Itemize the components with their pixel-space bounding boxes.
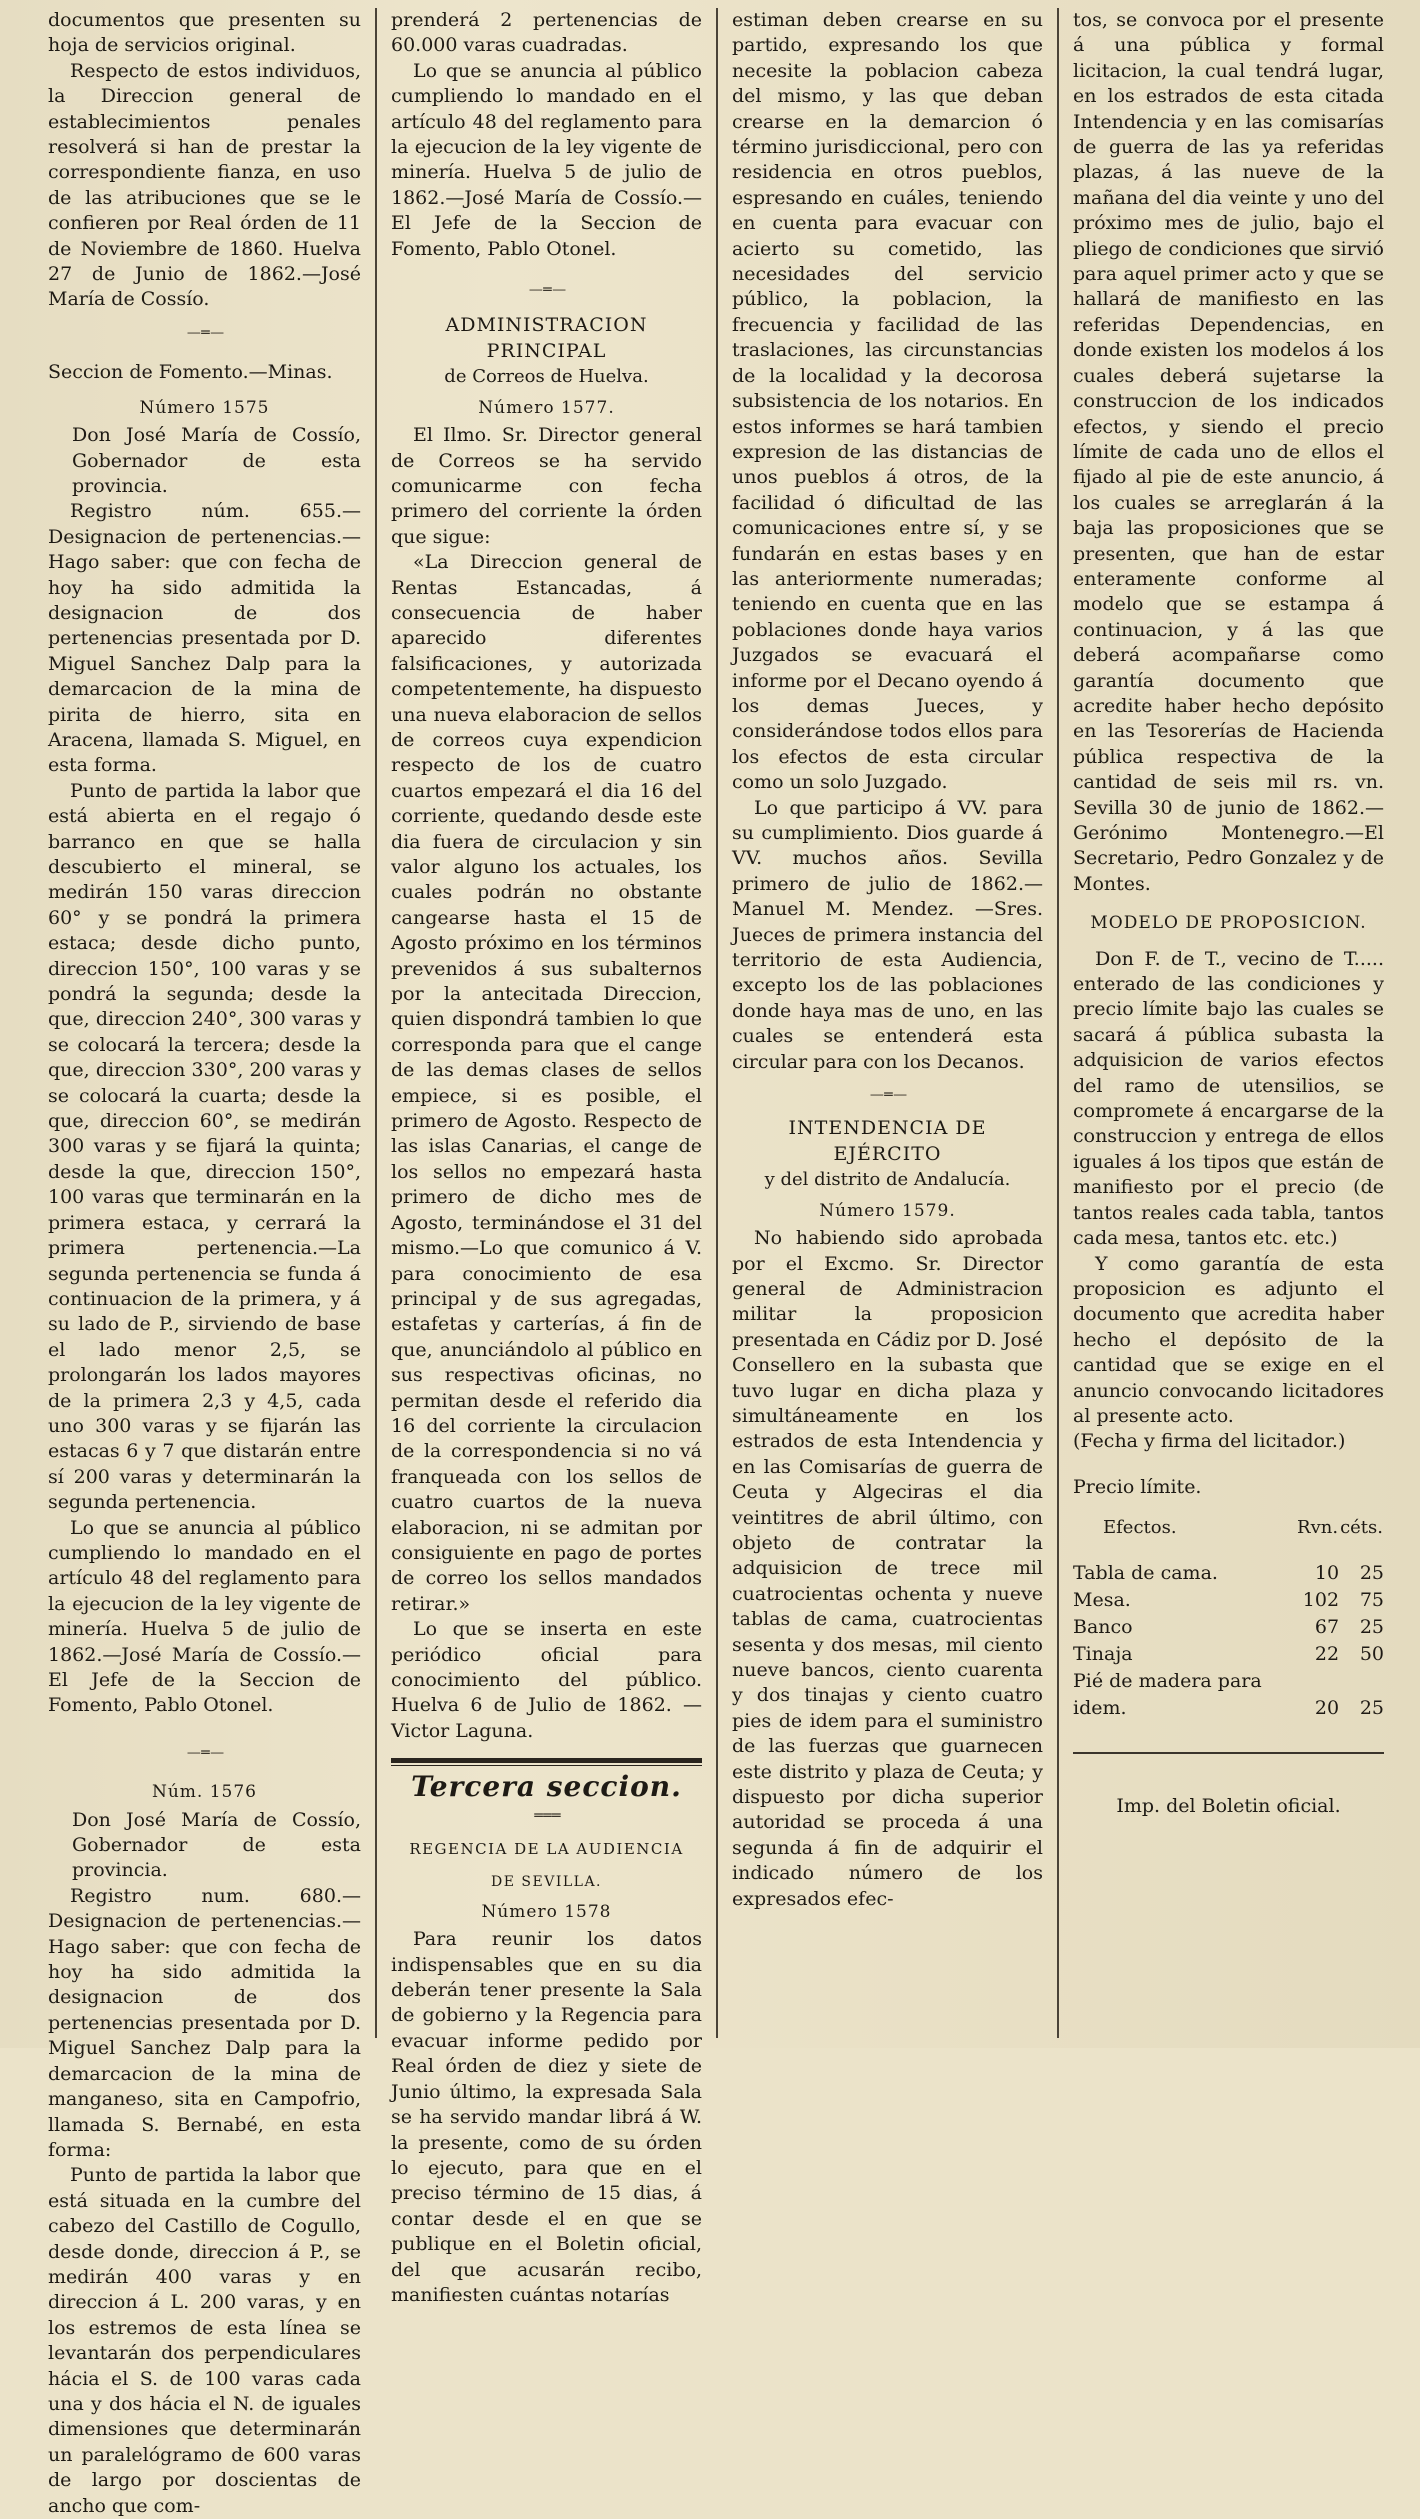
column-4: [1057, 8, 1398, 2038]
paragraph: No habiendo sido aprobada por el Excmo. Sr. Director general de Administracion militar la proposicion presentada en Cádiz por D. José Consellero en la subasta que tuvo lugar en dicha plaza y simultáneamente en los estrados de esta Intendencia y en las Comisarías de guerra de Ceuta y Algeciras el dia veintitres de abril último, con objeto de contratar la adquisicion de trece mil cuatrocientas ochenta y nueve tablas de cama, cuatrocientas sesenta y dos mesas, mil ciento nueve bancos, ciento cuarenta y dos tinajas y ciento cuatro pies de idem para el suministro de las fuerzas que guarnecen este distrito y plaza de Ceuta; y dispuesto por dicha superior autoridad se proceda á una segunda á fin de adquirir el indicado número de los expresados efec-: [732, 1227, 1043, 1910]
section-subheading: de Correos de Huelva.: [444, 366, 649, 388]
paragraph: Registro núm. 655.—Designacion de pertenencias.—Hago saber: que con fecha de hoy ha sido admitida la designacion de dos pertenencias presentada por D. Miguel Sanchez Dalp para la demarcacion de la mina de pirita de hierro, sita en Aracena, llamada S. Miguel, en esta forma.: [48, 500, 361, 777]
notice-number: Número 1577.: [478, 397, 615, 418]
paragraph: documentos que presenten su hoja de servicios original.: [48, 9, 361, 57]
notice-number: Número 1579.: [819, 1200, 956, 1221]
price-title: Precio límite.: [1073, 1475, 1202, 1498]
paragraph: Para reunir los datos indispensables que en su dia deberán tener presente la Sala de gobierno y la Regencia para evacuar informe pedido por Real órden de diez y siete de Junio último, la expresada Sala se ha servido mandar librá á W. la presente, como de su órden lo ejecuto, para que en el preciso término de 15 dias, á contar desde el en que se publique en el Boletin oficial, del que acusarán recibo, manifiesten cuántas notarías: [391, 1928, 702, 2306]
notice-number: Número 1578: [481, 1901, 612, 1922]
table-cell: Tabla de cama.: [1073, 1561, 1218, 1584]
divider: — ═ —: [186, 324, 223, 341]
table-row: [1073, 1614, 1384, 1641]
table-row: [1073, 1668, 1384, 1722]
official-heading: Don José María de Cossío, Gobernador de esta provincia.: [72, 424, 361, 497]
table-cell: Pié de madera para idem.: [1073, 1669, 1262, 1719]
table-cell: 22: [1314, 1642, 1340, 1665]
paragraph: Lo que se anuncia al público cumpliendo lo mandado en el artículo 48 del reglamento para la ejecucion de la ley vigente de minería. Huelva 5 de julio de 1862.—José María de Cossío.—El Jefe de la Seccion de Fomento, Pablo Otonel.: [48, 1516, 361, 1717]
table-cell: Mesa.: [1073, 1588, 1131, 1611]
imprint: Imp. del Boletin oficial.: [1073, 1752, 1384, 1819]
table-header: céts.: [1340, 1517, 1383, 1539]
paragraph: Lo que participo á VV. para su cumplimiento. Dios guarde á VV. muchos años. Sevilla primero de julio de 1862.—Manuel M. Mendez. —Sres. Jueces de primera instancia del territorio de esta Audiencia, excepto los de las poblaciones donde haya mas de uno, en las cuales se entenderá esta circular para con los Decanos.: [732, 796, 1043, 1073]
section-subheading: DE SEVILLA.: [491, 1874, 602, 1891]
notice-number: Núm. 1576: [151, 1782, 257, 1803]
paragraph: Don F. de T., vecino de T..... enterado de las condiciones y precio límite bajo las cuales se sacará á pública subasta la adquisicion de varios efectos del ramo de utensilios, se compromete á encargarse de la construccion y entrega de ellos iguales á los tipos que están de manifiesto por el precio (de tantos reales cada tabla, tantos cada mesa, tantos etc. etc.): [1073, 947, 1384, 1250]
price-table: [1073, 1514, 1384, 1721]
table-row: [1073, 1641, 1384, 1668]
paragraph: estiman deben crearse en su partido, expresando los que necesite la poblacion cabeza del mismo, y las que deban crearse en la demarcion ó término jurisdiccional, pero con residencia en otros pueblos, espresando en cuáles, teniendo en cuenta para evacuar con acierto su cometido, las necesidades del servicio público, la poblacion, la frecuencia y facilidad de las traslaciones, las circunstancias de la localidad y la decorosa subsistencia de los notarios. En estos informes se hará tambien expresion de las distancias de unos pueblos á otros, de la facilidad ó dificultad de las comunicaciones entre sí, y se fundarán en estas bases y en las anteriormente numeradas; teniendo en cuenta que en las poblaciones donde haya varios Juzgados se evacuará el informe por el Decano oyendo á los demas Jueces, y considerándose todos ellos para los efectos de esta circular como un solo Juzgado.: [732, 9, 1043, 794]
section-label: Seccion de Fomento.—Minas.: [48, 361, 333, 384]
table-cell: 25: [1359, 1696, 1384, 1719]
paragraph: «La Direccion general de Rentas Estancadas, á consecuencia de haber aparecido diferentes falsificaciones, y autorizada competentemente, ha dispuesto una nueva elaboracion de sellos de correos cuya expendicion respecto de los de cuatro cuartos empezará el dia 16 del corriente, quedando desde este dia fuera de circulacion y sin valor alguno los actuales, los cuales podrán no obstante cangearse hasta el 15 de Agosto próximo en los términos prevenidos á sus subalternos por la antecitada Direccion, quien dispondrá tambien lo que corresponda para que el cange de las demas clases de sellos empiece, si es posible, el primero de Agosto. Respecto de las islas Canarias, el cange de los sellos no empezará hasta primero de dicho mes de Agosto, terminándose el 31 del mismo.—Lo que comunico á V. para conocimiento de esa principal y de sus agregadas, estafetas y carterías, á fin de que, anunciándolo al público en sus respectivas oficinas, no permitan desde el referido dia 16 del corriente la circulacion de la correspondencia si no vá franqueada con los sellos de cuatro cuartos de la nueva elaboracion, ni se admitan por consiguiente en pago de portes de correo los sellos mandados retirar.»: [391, 551, 702, 1615]
thick-rule: [391, 1758, 702, 1766]
notice-number: Número 1575: [139, 397, 270, 418]
column-3: [716, 8, 1057, 2038]
table-row: [1073, 1560, 1384, 1587]
table-row: [1073, 1587, 1384, 1614]
paragraph: Lo que se inserta en este periódico oficial para conocimiento del público. Huelva 6 de Julio de 1862. —Victor Laguna.: [391, 1618, 702, 1742]
table-header-row: [1073, 1514, 1384, 1541]
model-heading: MODELO DE PROPOSICION.: [1090, 913, 1367, 934]
paragraph: Punto de partida la labor que está situada en la cumbre del cabezo del Castillo de Cogullo, desde donde, direccion á P., se medirán 400 varas y en direccion á L. 200 varas, y en los estremos de esta línea se levantarán dos perpendiculares hácia el S. de 100 varas cada una y dos hácia el N. de iguales dimensiones que determinarán un paralelógramo de 600 varas de largo por doscientas de ancho que com-: [48, 2164, 361, 2517]
table-cell: 25: [1359, 1561, 1384, 1584]
paragraph: tos, se convoca por el presente á una pública y formal licitacion, la cual tendrá lugar, en los estrados de esta citada Intendencia y en las comisarías de guerra de las ya referidas plazas, á las nueve de la mañana del dia veinte y uno del próximo mes de julio, bajo el pliego de condiciones que sirvió para aquel primer acto y que se hallará de manifiesto en las referidas Dependencias, en donde existen los modelos á los cuales deberá sujetarse la construccion de los indicados efectos, y siendo el precio límite de cada uno de ellos el fijado al pie de este anuncio, á los cuales se arreglarán á la baja las proposiciones que se presenten, que han de estar enteramente conforme al modelo que se estampa á continuacion, y á las que deberá acompañarse como garantía documento que acredite haber hecho depósito en las Tesorerías de Hacienda pública respectiva de la cantidad de seis mil rs. vn. Sevilla 30 de junio de 1862.—Gerónimo Montenegro.—El Secretario, Pedro Gonzalez y de Montes.: [1073, 9, 1384, 895]
column-2: [375, 8, 716, 2306]
table-cell: 102: [1302, 1588, 1340, 1611]
paragraph: Punto de partida la labor que está abierta en el regajo ó barranco en que se halla descubierto el mineral, se medirán 150 varas direccion 60° y se pondrá la primera estaca; desde dicho punto, direccion 150°, 100 varas y se pondrá la segunda; desde la que, direccion 240°, 300 varas y se colocará la tercera; desde la que, direccion 330°, 200 varas y se colocará la cuarta; desde la que, direccion 60°, se medirán 300 varas y se fijará la quinta; desde la que, direccion 150°, 100 varas que terminarán en la primera estaca, y cerrará la primera pertenencia.—La segunda pertenencia se funda á continuacion de la primera, y á su lado de P., sirviendo de base el lado menor 2,5, se prolongarán los lados mayores de la primera 2,3 y 4,5, cada uno 300 varas y se fijarán las estacas 6 y 7 que distarán entre sí 200 varas y determinarán la segunda pertenencia.: [48, 779, 361, 1514]
paragraph: Registro num. 680.—Designacion de pertenencias.—Hago saber: que con fecha de hoy ha sido admitida la designacion de dos pertenencias presentada por D. Miguel Sanchez Dalp para la demarcacion de la mina de manganeso, sita en Campofrio, llamada S. Bernabé, en esta forma:: [48, 1884, 361, 2161]
table-cell: 50: [1359, 1642, 1384, 1665]
table-cell: 25: [1359, 1615, 1384, 1638]
table-cell: 67: [1314, 1615, 1340, 1638]
columns: [34, 8, 1398, 2517]
section-heading: REGENCIA DE LA AUDIENCIA: [409, 1840, 684, 1859]
table-header: Efectos.: [1103, 1517, 1177, 1539]
section-heading: ADMINISTRACION PRINCIPAL: [445, 314, 648, 362]
section-subheading: y del distrito de Andalucía.: [764, 1169, 1011, 1191]
table-cell: 20: [1314, 1696, 1340, 1719]
table-cell: Tinaja: [1073, 1642, 1133, 1665]
paragraph: Lo que se anuncia al público cumpliendo lo mandado en el artículo 48 del reglamento para la ejecucion de la ley vigente de minería. Huelva 5 de julio de 1862.—José María de Cossío.—El Jefe de la Seccion de Fomento, Pablo Otonel.: [391, 59, 702, 260]
section-title: Tercera seccion.: [411, 1770, 682, 1804]
table-header: Rvn.: [1297, 1517, 1339, 1539]
paragraph: Respecto de estos individuos, la Direccion general de establecimientos penales resolverá si han de prestar la correspondiente fianza, en uso de las atribuciones que se le confieren por Real órden de 11 de Noviembre de 1860. Huelva 27 de Junio de 1862.—José María de Cossío.: [48, 59, 361, 311]
column-1: [34, 8, 375, 2517]
divider: — ═ —: [869, 1087, 906, 1104]
section-heading: INTENDENCIA DE EJÉRCITO: [788, 1117, 987, 1165]
paragraph: Y como garantía de esta proposicion es adjunto el documento que acredita haber hecho el depósito de la cantidad que se exige en el anuncio convocando licitadores al presente acto.: [1073, 1252, 1384, 1427]
table-cell: Banco: [1073, 1615, 1133, 1638]
table-cell: 10: [1314, 1561, 1340, 1584]
paragraph: prenderá 2 pertenencias de 60.000 varas cuadradas.: [391, 9, 702, 57]
divider: ═ ═ ═: [534, 1807, 559, 1824]
table-cell: 75: [1359, 1588, 1384, 1611]
divider: — ═ —: [186, 1744, 223, 1761]
signature-line: (Fecha y firma del licitador.): [1073, 1430, 1346, 1453]
official-heading: Don José María de Cossío, Gobernador de esta provincia.: [72, 1808, 361, 1882]
divider: — ═ —: [528, 282, 565, 299]
paragraph: El Ilmo. Sr. Director general de Correos se ha servido comunicarme con fecha primero del corriente la órden que sigue:: [391, 424, 702, 548]
